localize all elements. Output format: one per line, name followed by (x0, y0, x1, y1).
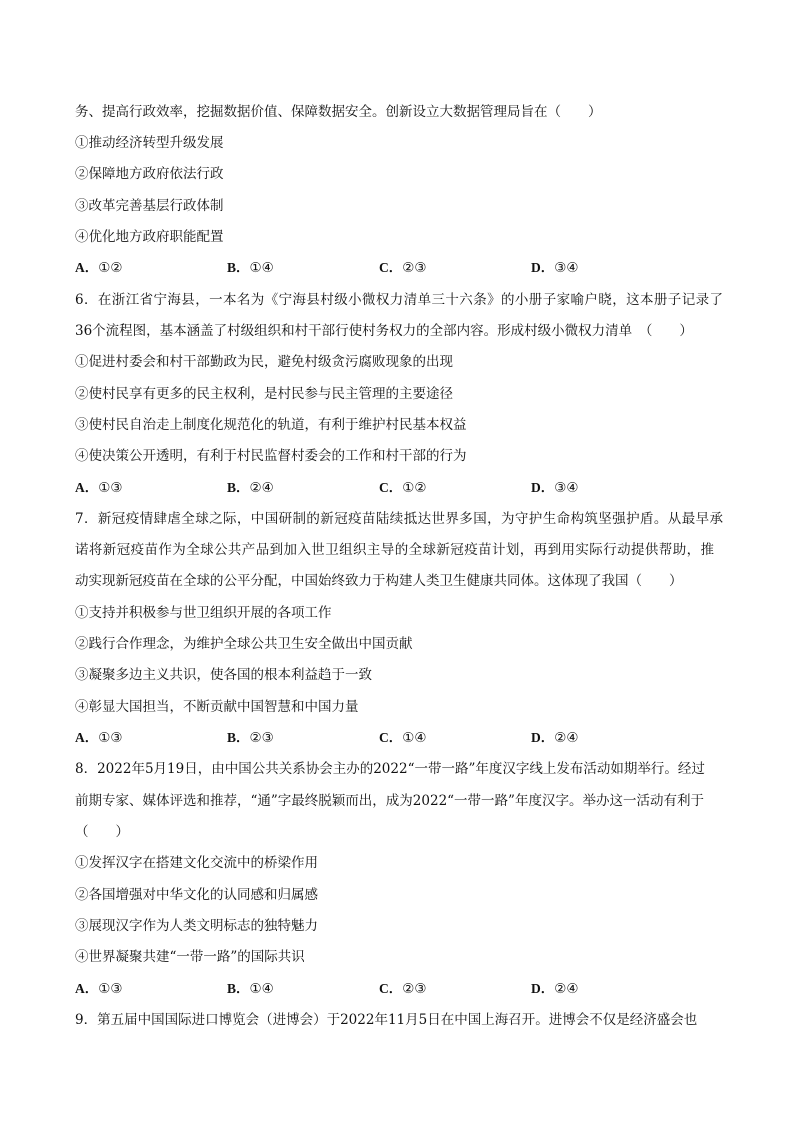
q9-stem-start: 9．第五届中国国际进口博览会（进博会）于2022年11月5日在中国上海召开。进博会不仅是经济盛会也 (75, 1012, 698, 1028)
q7-item-3: ③凝聚多边主义共识，使各国的根本利益趋于一致 (75, 667, 372, 683)
q8-stem-line-3: （ ） (75, 824, 129, 840)
q6-option-b: B．②④ (227, 480, 274, 496)
q8-item-1: ①发挥汉字在搭建文化交流中的桥梁作用 (75, 855, 318, 871)
q8-option-a: A．①③ (75, 981, 123, 997)
q5-item-4: ④优化地方政府职能配置 (75, 229, 224, 245)
q8-option-c: C．②③ (379, 981, 427, 997)
q7-item-4: ④彰显大国担当，不断贡献中国智慧和中国力量 (75, 699, 359, 715)
q7-option-c: C．①④ (379, 730, 427, 746)
q7-option-b: B．②③ (227, 730, 274, 746)
q5-option-c: C．②③ (379, 260, 427, 276)
q5-options (75, 259, 725, 277)
q5-item-1: ①推动经济转型升级发展 (75, 135, 224, 151)
q6-stem-line-2: 36个流程图，基本涵盖了村级组织和村干部行使村务权力的全部内容。形成村级小微权力清单 （ ） (75, 323, 693, 339)
q7-option-a: A．①③ (75, 730, 123, 746)
q5-option-d: D．③④ (531, 260, 579, 276)
q8-item-2: ②各国增强对中华文化的认同感和归属感 (75, 887, 318, 903)
q7-options (75, 729, 725, 747)
q6-option-c: C．①② (379, 480, 427, 496)
q8-item-4: ④世界凝聚共建“一带一路”的国际共识 (75, 949, 305, 965)
q8-stem-line-1: 8．2022年5月19日，由中国公共关系协会主办的2022“一带一路”年度汉字线上发布活动如期举行。经过 (75, 761, 705, 777)
q6-item-2: ②使村民享有更多的民主权利，是村民参与民主管理的主要途径 (75, 386, 453, 402)
q8-option-d: D．②④ (531, 981, 579, 997)
q7-stem-line-1: 7．新冠疫情肆虐全球之际，中国研制的新冠疫苗陆续抵达世界多国，为守护生命构筑坚强护盾。从最早承 (75, 511, 724, 527)
q5-stem-end: 务、提高行政效率，挖掘数据价值、保障数据安全。创新设立大数据管理局旨在（ ） (75, 104, 602, 120)
q5-item-3: ③改革完善基层行政体制 (75, 198, 224, 214)
q7-stem-line-2: 诺将新冠疫苗作为全球公共产品到加入世卫组织主导的全球新冠疫苗计划，再到用实际行动提供帮助，推 (75, 542, 715, 558)
q6-stem-line-1: 6．在浙江省宁海县，一本名为《宁海县村级小微权力清单三十六条》的小册子家喻户晓，这本册子记录了 (75, 292, 724, 308)
q6-options (75, 479, 725, 497)
q7-option-d: D．②④ (531, 730, 579, 746)
q7-stem-line-3: 动实现新冠疫苗在全球的公平分配，中国始终致力于构建人类卫生健康共同体。这体现了我国（ ） (75, 573, 683, 589)
q6-option-a: A．①③ (75, 480, 123, 496)
q8-option-b: B．①④ (227, 981, 274, 997)
q7-item-1: ①支持并积极参与世卫组织开展的各项工作 (75, 605, 332, 621)
q8-stem-line-2: 前期专家、媒体评选和推荐，“通”字最终脱颖而出，成为2022“一带一路”年度汉字。举办这一活动有利于 (75, 793, 704, 809)
q5-option-a: A．①② (75, 260, 123, 276)
q8-options (75, 980, 725, 998)
q6-item-4: ④使决策公开透明，有利于村民监督村委会的工作和村干部的行为 (75, 448, 467, 464)
q6-option-d: D．③④ (531, 480, 579, 496)
q8-item-3: ③展现汉字作为人类文明标志的独特魅力 (75, 918, 318, 934)
q5-item-2: ②保障地方政府依法行政 (75, 166, 224, 182)
q6-item-1: ①促进村委会和村干部勤政为民，避免村级贪污腐败现象的出现 (75, 354, 453, 370)
q5-option-b: B．①④ (227, 260, 274, 276)
q7-item-2: ②践行合作理念，为维护全球公共卫生安全做出中国贡献 (75, 636, 413, 652)
q6-item-3: ③使村民自治走上制度化规范化的轨道，有利于维护村民基本权益 (75, 417, 467, 433)
